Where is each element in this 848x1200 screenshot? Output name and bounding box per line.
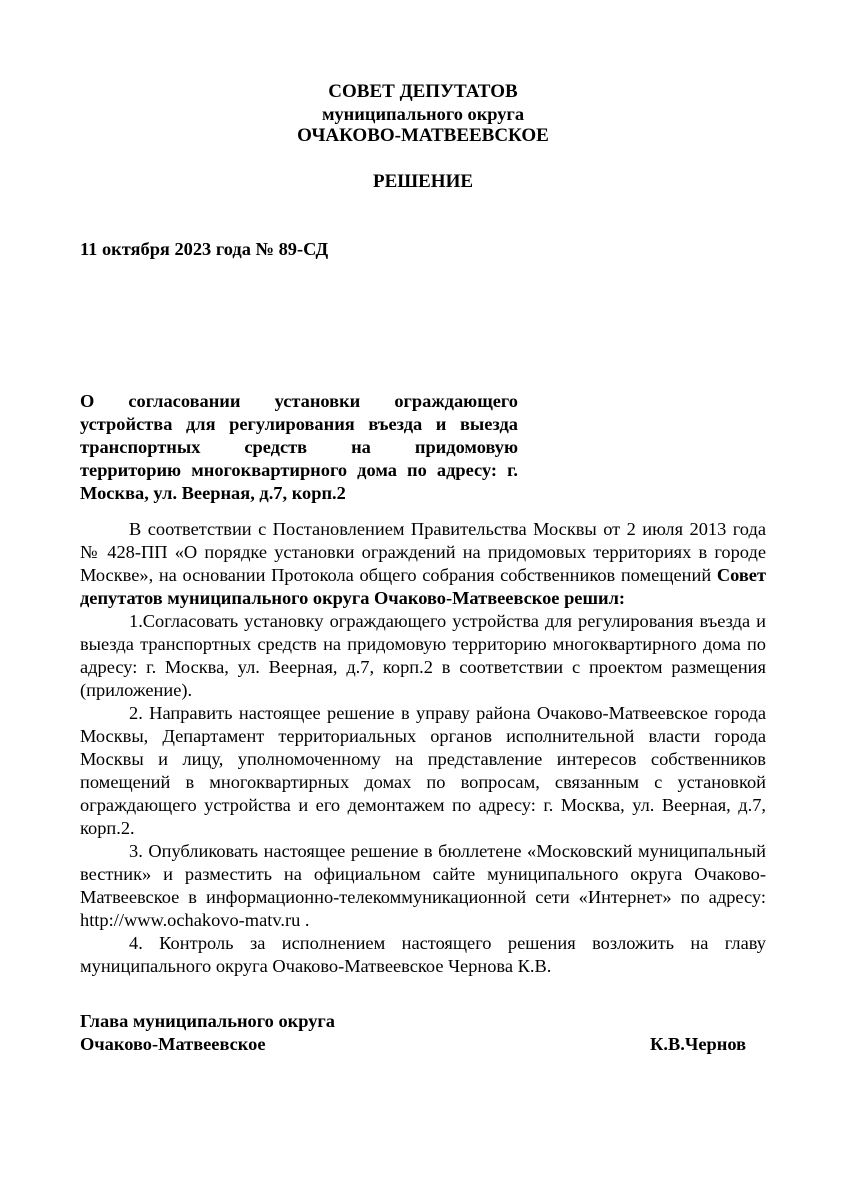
signatory-name: К.В.Чернов	[650, 1034, 746, 1054]
signatory-title-line1: Глава муниципального округа	[80, 1011, 335, 1031]
subject-line: транспортных средств на придомовую	[80, 437, 518, 457]
item-2: 2. Направить настоящее решение в управу района Очаково-Матвеевское города Москвы, Департамент территориальных органов исполнительной власти города Москвы и лицу, уполномоченному на представление интересов собственников помещений в многоквартирных домах по вопросам, связанным с установкой ограждающего устройства и его демонтажем по адресу: г. Москва, ул. Веерная, д.7, корп.2.	[80, 703, 766, 838]
decision-subject	[80, 390, 518, 505]
preamble-resolution: Совет депутатов муниципального округа Очаково-Матвеевское решил:	[80, 565, 766, 608]
decision-date-number: 11 октября 2023 года № 89-СД	[80, 239, 329, 259]
preamble-paragraph	[80, 518, 766, 610]
item-1: 1.Согласовать установку ограждающего устройства для регулирования въезда и выезда транспортных средств на придомовую территорию многоквартирного дома по адресу: г. Москва, ул. Веерная, д.7, корп.2 в соответствии с проектом размещения (приложение).	[80, 611, 766, 700]
signatory-title-line2: Очаково-Матвеевское	[80, 1034, 266, 1054]
preamble-text: В соответствии с Постановлением Правительства Москвы от 2 июля 2013 года № 428-ПП «О порядке установки ограждений на придомовых территориях в городе Москве», на основании Протокола общего собрания собственников помещений	[80, 519, 766, 585]
item-4: 4. Контроль за исполнением настоящего решения возложить на главу муниципального округа Очаково-Матвеевское Чернова К.В.	[80, 933, 766, 976]
subject-line: устройства для регулирования въезда и выезда	[80, 414, 518, 434]
district-name: ОЧАКОВО-МАТВЕЕВСКОЕ	[297, 125, 549, 146]
council-subtitle: муниципального округа	[321, 104, 525, 124]
subject-line: О согласовании установки ограждающего	[80, 391, 518, 411]
item-3: 3. Опубликовать настоящее решение в бюллетене «Московский муниципальный вестник» и разместить на официальном сайте муниципального округа Очаково-Матвеевское в информационно-телекоммуникационной сети «Интернет» по адресу: http://www.ochakovo-matv.ru .	[80, 841, 766, 930]
subject-line: Москва, ул. Веерная, д.7, корп.2	[80, 483, 346, 503]
decision-body	[80, 518, 766, 978]
council-title: СОВЕТ ДЕПУТАТОВ	[328, 81, 518, 102]
subject-line: территорию многоквартирного дома по адресу: г.	[80, 460, 518, 480]
document-type: РЕШЕНИЕ	[372, 171, 474, 192]
signatory-title	[80, 1010, 335, 1056]
